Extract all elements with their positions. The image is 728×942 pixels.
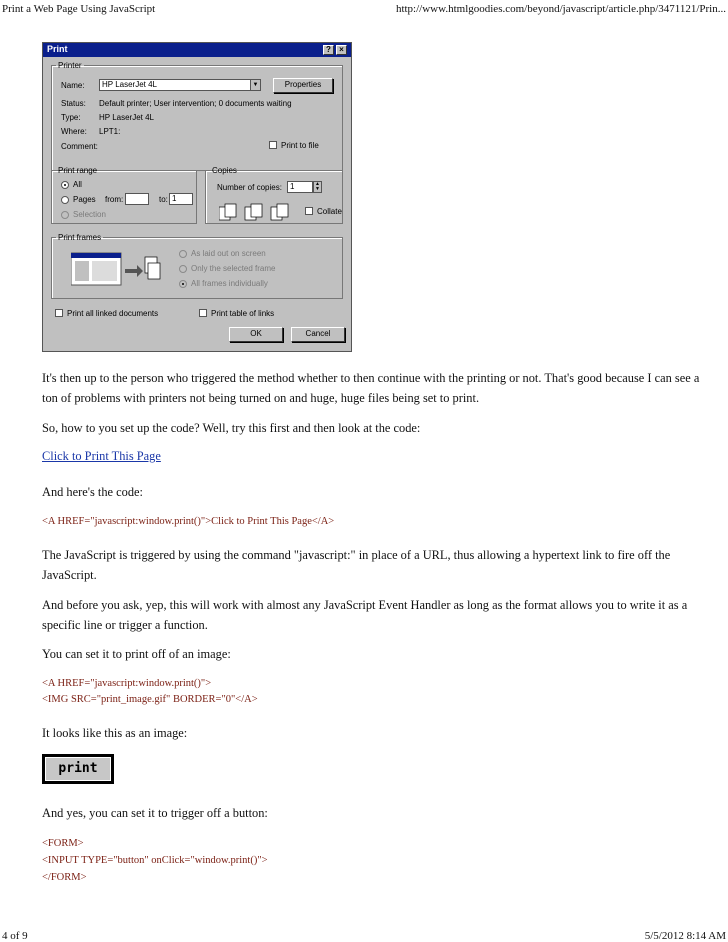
chevron-down-icon[interactable]: ▼ [250, 80, 260, 90]
copies-group-label: Copies [212, 166, 237, 175]
from-label: from: [105, 195, 124, 204]
frames-preview-icon [71, 251, 161, 293]
from-page-input[interactable] [125, 193, 149, 205]
name-label: Name: [61, 81, 85, 90]
page-header-url: http://www.htmlgoodies.com/beyond/javascript/article.php/3471121/Prin... [395, 3, 726, 15]
range-all-radio[interactable] [61, 181, 69, 189]
code-snippet-image-line1: <A HREF="javascript:window.print()"> [42, 678, 212, 689]
code-snippet-form-close: </FORM> [42, 872, 87, 883]
print-datetime: 5/5/2012 8:14 AM [644, 930, 726, 942]
print-to-file-checkbox[interactable] [269, 141, 277, 149]
ok-button[interactable]: OK [229, 327, 283, 342]
copies-spinner[interactable]: ▲ ▼ [313, 181, 322, 193]
print-page-link[interactable]: Click to Print This Page [42, 449, 161, 463]
range-selection-label: Selection [73, 210, 106, 219]
to-page-input[interactable]: 1 [169, 193, 193, 205]
paragraph-button-intro: And yes, you can set it to trigger off a button: [42, 806, 268, 820]
where-value: LPT1: [99, 127, 121, 136]
code-snippet-link: <A HREF="javascript:window.print()">Click to Print This Page</A> [42, 516, 335, 527]
print-linked-label: Print all linked documents [67, 309, 159, 318]
dialog-titlebar [43, 43, 351, 57]
paragraph-image-demo: It looks like this as an image: [42, 726, 188, 740]
status-value: Default printer; User intervention; 0 documents waiting [99, 99, 292, 108]
page-number: 4 of 9 [2, 930, 28, 942]
print-image-label: print [45, 757, 111, 781]
dialog-title: Print [47, 44, 68, 54]
where-label: Where: [61, 127, 87, 136]
status-label: Status: [61, 99, 86, 108]
print-to-file-label: Print to file [281, 141, 319, 150]
print-linked-checkbox[interactable] [55, 309, 63, 317]
paragraph-event-handler: And before you ask, yep, this will work with almost any JavaScript Event Handler as long as the format allows you to write it as a specific line or trigger a function. [42, 598, 688, 632]
print-dialog [42, 42, 352, 352]
frames-layout-radio[interactable] [179, 250, 187, 258]
range-all-label: All [73, 180, 82, 189]
printer-name-select[interactable] [99, 79, 261, 91]
to-label: to: [159, 195, 168, 204]
range-selection-radio[interactable] [61, 211, 69, 219]
frames-layout-label: As laid out on screen [191, 249, 266, 258]
copies-input[interactable]: 1 [287, 181, 313, 193]
collate-label: Collate [317, 207, 342, 216]
help-icon[interactable]: ? [323, 45, 334, 55]
paragraph-code-intro: And here's the code: [42, 485, 143, 499]
paragraph-setup: So, how to you set up the code? Well, try this first and then look at the code: [42, 421, 421, 435]
print-table-links-checkbox[interactable] [199, 309, 207, 317]
type-value: HP LaserJet 4L [99, 113, 154, 122]
print-frames-label: Print frames [58, 233, 102, 242]
printer-group-label: Printer [58, 61, 82, 70]
printer-name-value: HP LaserJet 4L [102, 80, 157, 89]
code-snippet-image-line2: <IMG SRC="print_image.gif" BORDER="0"</A> [42, 694, 258, 705]
paragraph-intro: It's then up to the person who triggered the method whether to then continue with the printing or not. That's good because I can see a ton of problems with printers not being turned on and huge, huge files being set to print. [42, 371, 700, 405]
frames-selected-radio[interactable] [179, 265, 187, 273]
properties-button[interactable]: Properties [273, 78, 333, 93]
collate-checkbox[interactable] [305, 207, 313, 215]
copies-label: Number of copies: [217, 183, 282, 192]
close-icon[interactable]: × [336, 45, 347, 55]
paragraph-explanation: The JavaScript is triggered by using the command "javascript:" in place of a URL, thus allowing a hypertext link to fire off the JavaScript. [42, 548, 671, 582]
range-pages-label: Pages [73, 195, 96, 204]
type-label: Type: [61, 113, 81, 122]
frames-individual-radio[interactable] [179, 280, 187, 288]
frames-selected-label: Only the selected frame [191, 264, 276, 273]
range-pages-radio[interactable] [61, 196, 69, 204]
frames-individual-label: All frames individually [191, 279, 268, 288]
collate-pages-icon [219, 203, 297, 223]
print-range-label: Print range [58, 166, 98, 175]
comment-label: Comment: [61, 142, 98, 151]
print-image-button[interactable] [42, 754, 114, 784]
page-header-title: Print a Web Page Using JavaScript [2, 3, 156, 15]
print-table-links-label: Print table of links [211, 309, 275, 318]
code-snippet-form-open: <FORM> [42, 838, 84, 849]
paragraph-image-intro: You can set it to print off of an image: [42, 647, 231, 661]
code-snippet-input: <INPUT TYPE="button" onClick="window.print()"> [42, 855, 268, 866]
cancel-button[interactable]: Cancel [291, 327, 345, 342]
